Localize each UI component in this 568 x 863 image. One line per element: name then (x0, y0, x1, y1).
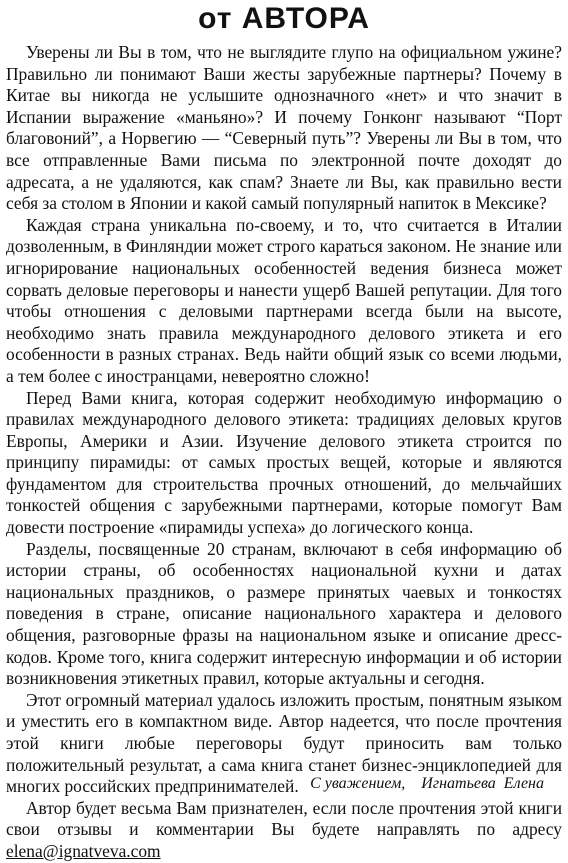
email-link[interactable]: elena@ignatveva.com (6, 840, 161, 861)
closing-text: Автор будет весьма Вам признателен, если после прочтения этой книги свои отзывы и комментарии Вы будете направлять по адресу (6, 797, 562, 840)
paragraph-intro: Уверены ли Вы в том, что не выглядите глупо на официальном ужине? Правильно ли понимают Ваши жесты зарубежные партнеры? Почему в Китае вы никогда не услышите однозначного «нет» и что значит в Испании выражение «маньяно»? И почему Гонконг называют “Порт благовоний”, а Норвегию — “Северный путь”? Уверены ли Вы в том, что все отправленные Вами письма по электронной почте доходят до адресата, а не удаляются, как спам? Знаете ли Вы, как правильно вести себя за столом в Японии и какой самый популярный напиток в Мексике? (6, 42, 562, 214)
author-signature: С уважением, Игнатьева Елена (310, 775, 544, 792)
article-body (6, 42, 562, 863)
page-title: от АВТОРА (198, 2, 370, 35)
paragraph-countries: Каждая страна уникальна по-своему, и то, что считается в Италии дозволенным, в Финляндии может строго караться законом. Не знание или игнорирование национальных особенностей ведения бизнеса может сорвать деловые переговоры и нанести ущерб Вашей репутации. Для того чтобы отношения с деловыми партнерами всегда были на высоте, необходимо знать правила международного делового этикета и его особенности в разных странах. Ведь найти общий язык со всеми людьми, а тем более с иностранцами, невероятно сложно! (6, 214, 562, 386)
paragraph-closing (6, 798, 562, 863)
paragraph-sections: Разделы, посвященные 20 странам, включают в себя информацию об истории страны, об особенностях национальной кухни и датах национальных праздников, о размере принятых чаевых и тонкостях поведения в стране, описание национального характера и делового общения, разговорные фразы на национальном языке и описание дресс-кодов. Кроме того, книга содержит интересную информации и об истории возникновения этикетных правил, которые актуальны и сегодня. (6, 538, 562, 689)
paragraph-book: Перед Вами книга, которая содержит необходимую информацию о правилах международного делового этикета: традициях деловых кругов Европы, Америки и Азии. Изучение делового этикета строится по принципу пирамиды: от самых простых вещей, которые и являются фундаментом для строительства прочных отношений, до мельчайших тонкостей общения с зарубежными партнерами, которые помогут Вам довести построение «пирамиды успеха» до логического конца. (6, 387, 562, 538)
paragraph-material: Этот огромный материал удалось изложить простым, понятным языком и уместить его в компактном виде. Автор надеется, что после прочтения этой книги любые переговоры будут приносить вам только положительный результат, а сама книга станет бизнес-энциклопедией для многих российских предпринимателей. (6, 689, 562, 797)
